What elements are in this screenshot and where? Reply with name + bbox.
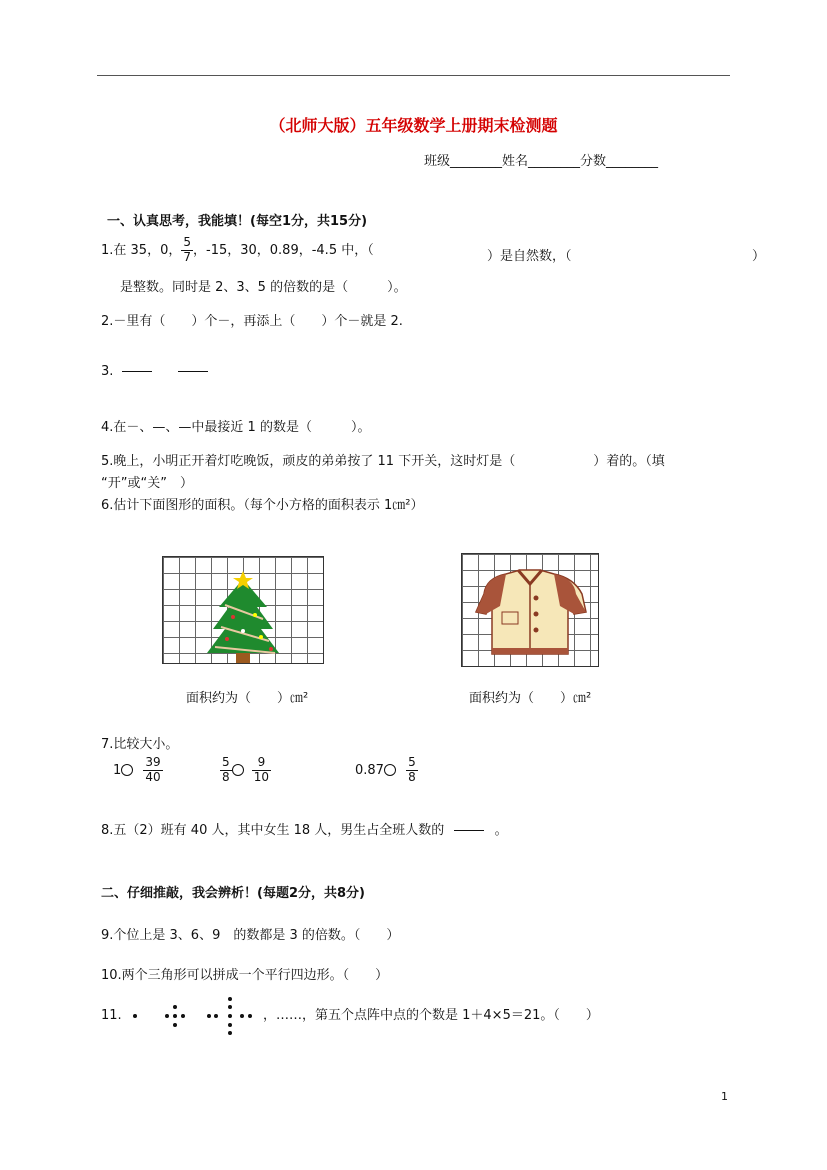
compare-3-fraction (406, 756, 418, 785)
area-answer-2: 面积约为（ ）㎝² (469, 691, 592, 706)
question-10: 10.两个三角形可以拼成一个平行四边形。（ ） (101, 968, 389, 983)
q1-fraction (181, 236, 193, 265)
q3-label: 3. (101, 364, 114, 379)
c2-right-num: 9 (252, 756, 271, 771)
question-1 (101, 236, 374, 265)
q8-text: 8.五（2）班有 40 人，其中女生 18 人，男生占全班人数的 (101, 823, 445, 838)
compare-2-circle (232, 764, 244, 776)
q1-line2: 是整数。同时是 2、3、5 的倍数的是（ ）。 (120, 280, 407, 295)
christmas-tree-icon (163, 557, 323, 663)
q1-frac-den: 7 (183, 249, 191, 264)
compare-1-left: 1 (113, 762, 122, 778)
compare-3-circle (384, 764, 396, 776)
compare-2 (220, 756, 271, 785)
c3-num: 5 (408, 755, 416, 769)
q1-mid2: ）是自然数，（ (487, 249, 572, 264)
compare-1 (113, 756, 163, 785)
question-5-line2: “开”或“关” ） (101, 476, 193, 491)
q1-end: ） (752, 249, 766, 264)
q3-blank-2 (178, 371, 208, 372)
compare-3-left: 0.87 (355, 762, 384, 778)
question-7: 7.比较大小。 (101, 737, 179, 752)
c2-left-den: 8 (222, 769, 230, 784)
c2-left-num: 5 (222, 755, 230, 769)
question-9: 9.个位上是 3、6、9 的数都是 3 的倍数。（ ） (101, 928, 400, 943)
question-5-line1: 5.晚上，小明正开着灯吃晚饭，顽皮的弟弟按了 11 下开关，这时灯是（ ）着的。（填 (101, 454, 665, 469)
jacket-grid (461, 553, 599, 667)
tree-grid (162, 556, 324, 664)
c1-den: 40 (145, 769, 161, 784)
compare-1-circle (121, 764, 133, 776)
header-rule (97, 75, 730, 76)
question-4: 4.在－、—、—中最接近 1 的数是（ ）。 (101, 420, 371, 435)
compare-2-right-fraction (252, 756, 271, 785)
q1-prefix: 1.在 35，0， (101, 242, 182, 258)
c2-right-den: 10 (253, 769, 270, 784)
c1-num: 39 (145, 755, 161, 769)
question-6: 6.估计下面图形的面积。（每个小方格的面积表示 1㎝²） (101, 498, 424, 513)
section2-heading: 二、仔细推敲，我会辨析！(每题2分，共8分) (101, 886, 365, 901)
c3-den: 8 (408, 769, 416, 784)
question-11-text: ，……，第五个点阵中点的个数是 1＋4×5＝21。（ ） (263, 1008, 599, 1023)
q1-frac-num: 5 (183, 235, 191, 249)
question-8 (101, 819, 508, 838)
section1-heading: 一、认真思考，我能填！(每空1分，共15分) (107, 214, 368, 229)
q1-middle: ，-15，30，0.89，-4.5 中，（ (193, 242, 374, 258)
q3-blank-1 (122, 371, 152, 372)
area-answer-1: 面积约为（ ）㎝² (186, 691, 309, 706)
question-2: 2.－里有（ ）个－，再添上（ ）个－就是 2. (101, 314, 403, 329)
q8-end: 。 (494, 823, 508, 838)
compare-1-fraction (143, 756, 162, 785)
question-11-label: 11. (101, 1008, 122, 1023)
compare-3 (355, 756, 418, 785)
compare-2-left-fraction (220, 756, 232, 785)
question-3 (101, 364, 208, 379)
jacket-icon (462, 554, 598, 666)
page-number: 1 (721, 1090, 728, 1103)
q8-blank (454, 830, 484, 831)
page-title: （北师大版）五年级数学上册期末检测题 (269, 116, 558, 135)
student-info-line: 班级________姓名________分数________ (424, 154, 659, 169)
